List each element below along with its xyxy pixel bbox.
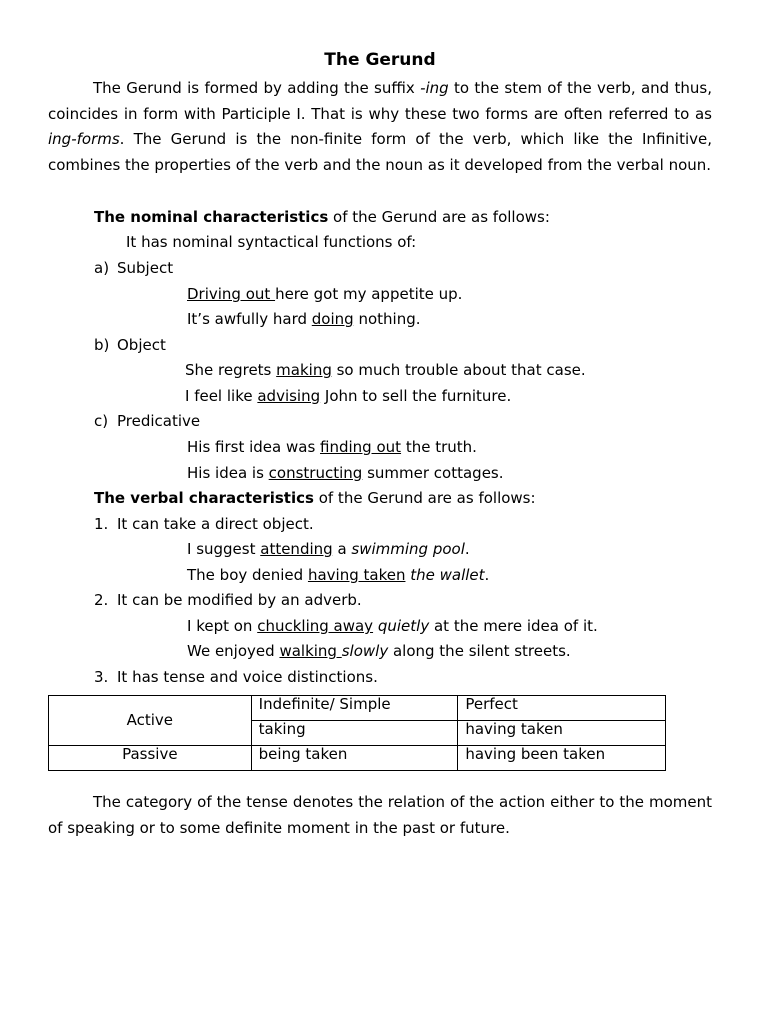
example-object: the wallet bbox=[410, 566, 485, 584]
example-gerund: walking bbox=[279, 642, 342, 660]
example-adverb: slowly bbox=[341, 642, 389, 660]
list-item-subject bbox=[94, 258, 173, 278]
verbal-heading-rest: of the Gerund are as follows: bbox=[313, 489, 536, 507]
example-line: She regrets making so much trouble about that case. bbox=[185, 361, 586, 379]
example-line: His idea is constructing summer cottages. bbox=[187, 464, 504, 482]
table-cell: having been taken bbox=[458, 746, 666, 771]
example-gerund: chuckling away bbox=[257, 617, 374, 635]
list-item-tense-voice bbox=[94, 667, 378, 687]
nominal-heading-rest: of the Gerund are as follows: bbox=[328, 208, 550, 226]
gerund-forms-table bbox=[48, 695, 666, 771]
list-label: Predicative bbox=[117, 412, 201, 430]
example-gerund: doing bbox=[311, 310, 354, 328]
page-title: The Gerund bbox=[324, 50, 436, 70]
example-line: The boy denied having taken the wallet. bbox=[187, 566, 490, 584]
list-marker: 1. bbox=[94, 515, 109, 533]
example-line: I kept on chuckling away quietly at the mere idea of it. bbox=[187, 617, 598, 635]
nominal-heading-bold: The nominal characteristics bbox=[94, 208, 329, 226]
example-gerund: Driving out bbox=[187, 285, 276, 303]
list-item-direct-object bbox=[94, 514, 314, 534]
intro-text-1: The Gerund is formed by adding the suffix bbox=[93, 79, 421, 97]
intro-ing-forms: ing-forms bbox=[48, 130, 120, 149]
table-cell-passive-label: Passive bbox=[49, 746, 252, 771]
intro-text-3: . The Gerund is the non-finite form of the verb, which like the Infinitive, combines the properties of the verb and the noun as it developed from the verbal noun. bbox=[48, 130, 712, 174]
intro-text-2: to the stem of the verb, and thus, coincides in form with Participle I. That is why these two forms are often referred to as bbox=[48, 79, 712, 123]
intro-paragraph bbox=[48, 76, 712, 178]
list-marker: b) bbox=[94, 336, 110, 354]
list-marker: c) bbox=[94, 412, 109, 430]
list-marker: 3. bbox=[94, 668, 109, 686]
example-gerund: attending bbox=[260, 540, 333, 558]
table-cell: having taken bbox=[458, 721, 666, 746]
list-item-predicative bbox=[94, 411, 200, 431]
list-marker: a) bbox=[94, 259, 110, 277]
example-gerund: constructing bbox=[268, 464, 363, 482]
example-gerund: having taken bbox=[307, 566, 406, 584]
table-cell: taking bbox=[251, 721, 458, 746]
nominal-heading bbox=[94, 207, 550, 227]
example-line: I feel like advising John to sell the furniture. bbox=[185, 387, 512, 405]
example-line: I suggest attending a swimming pool. bbox=[187, 540, 470, 558]
table-cell: being taken bbox=[251, 746, 458, 771]
list-label: It has tense and voice distinctions. bbox=[117, 668, 378, 686]
example-adverb: quietly bbox=[377, 617, 430, 635]
example-gerund: finding out bbox=[320, 438, 402, 456]
example-gerund: advising bbox=[257, 387, 321, 405]
list-item-object bbox=[94, 335, 166, 355]
list-item-adverb bbox=[94, 590, 362, 610]
example-line: We enjoyed walking slowly along the silent streets. bbox=[187, 642, 571, 660]
example-gerund: making bbox=[276, 361, 332, 379]
verbal-heading bbox=[94, 488, 536, 508]
example-line: His first idea was finding out the truth. bbox=[187, 438, 477, 456]
example-line: Driving out here got my appetite up. bbox=[187, 285, 463, 303]
table-cell-active-label: Active bbox=[49, 696, 252, 746]
nominal-subheading: It has nominal syntactical functions of: bbox=[126, 233, 417, 251]
list-label: Object bbox=[117, 336, 166, 354]
verbal-heading-bold: The verbal characteristics bbox=[94, 489, 314, 507]
table-row bbox=[49, 696, 666, 721]
list-label: It can be modified by an adverb. bbox=[117, 591, 362, 609]
table-header-perfect: Perfect bbox=[458, 696, 666, 721]
closing-paragraph: The category of the tense denotes the relation of the action either to the moment of speaking or to some definite moment in the past or future. bbox=[48, 793, 712, 837]
example-line: It’s awfully hard doing nothing. bbox=[187, 310, 421, 328]
list-label: Subject bbox=[117, 259, 174, 277]
list-label: It can take a direct object. bbox=[117, 515, 314, 533]
table-row bbox=[49, 746, 666, 771]
list-marker: 2. bbox=[94, 591, 109, 609]
table-header-indefinite: Indefinite/ Simple bbox=[251, 696, 458, 721]
intro-suffix: -ing bbox=[420, 79, 449, 97]
example-object: swimming pool bbox=[351, 540, 465, 558]
